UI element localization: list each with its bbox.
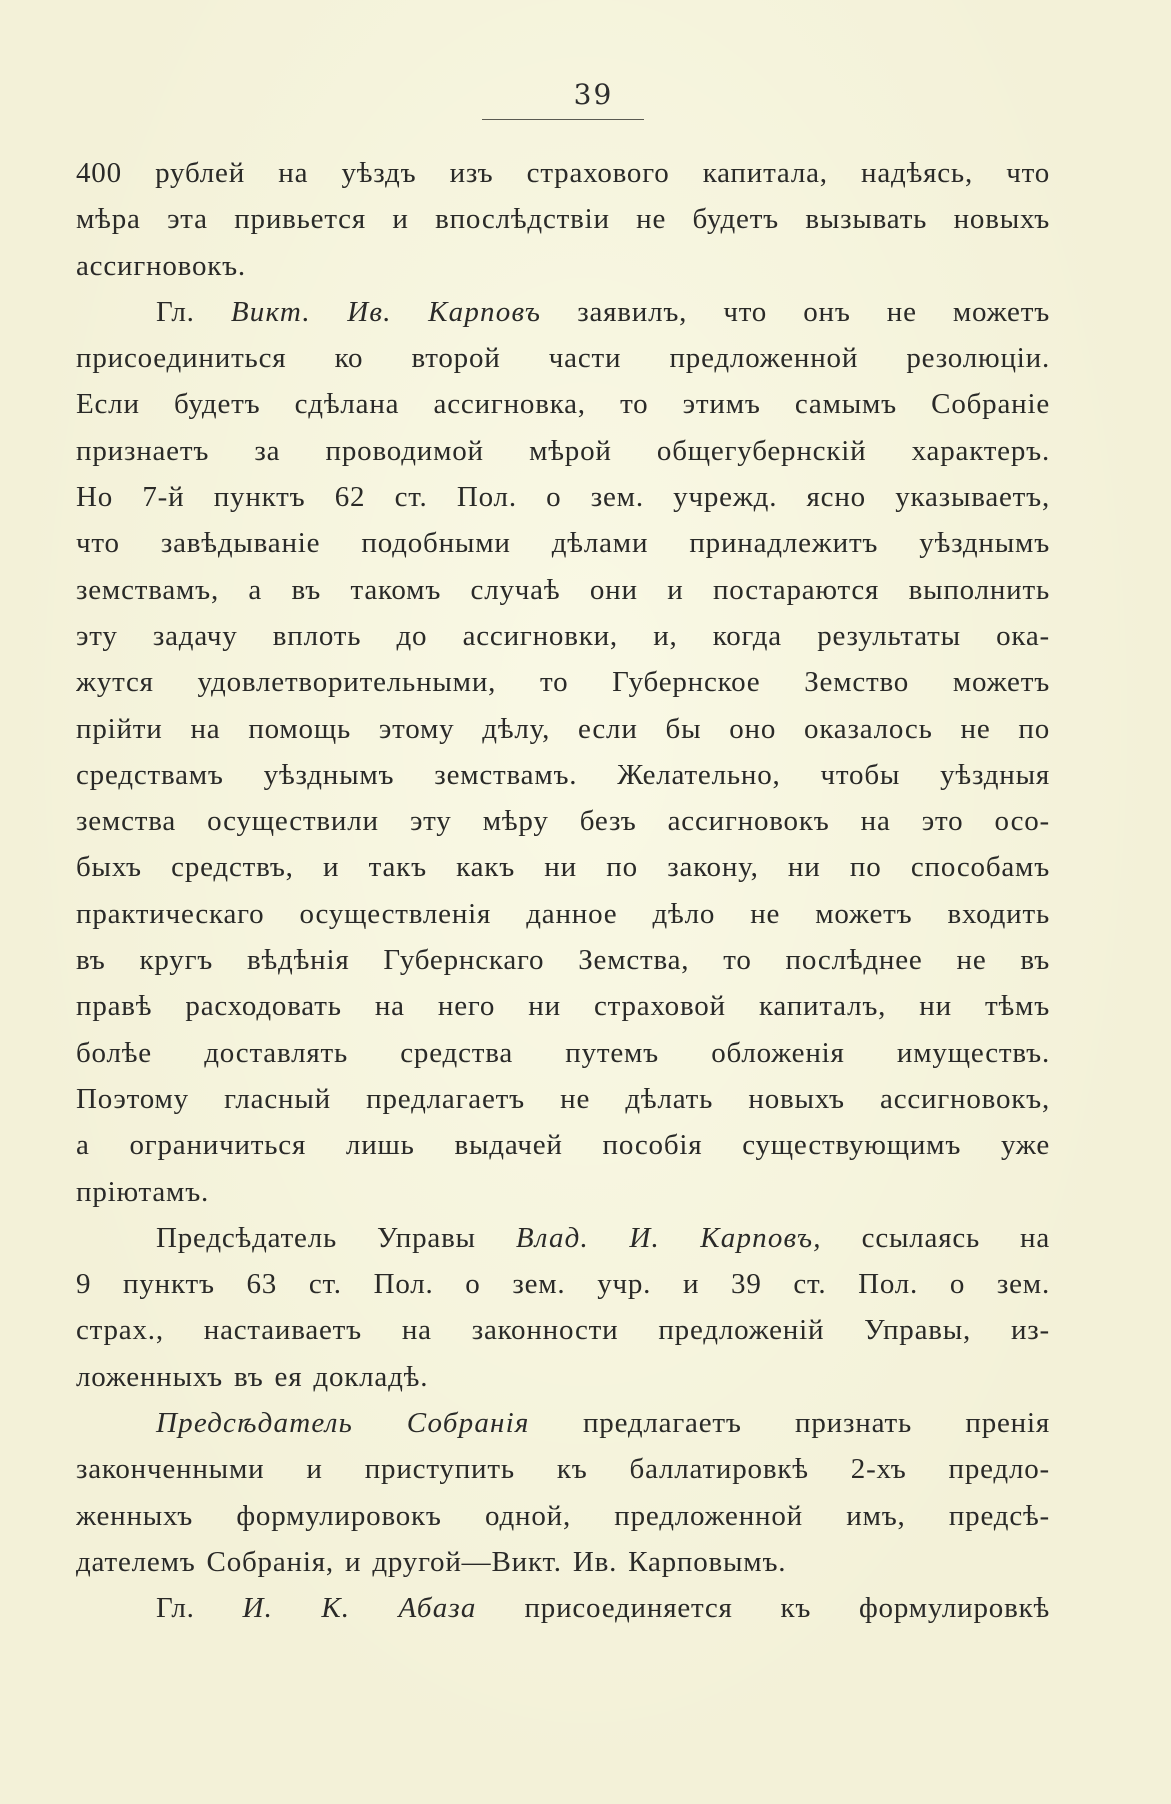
text-line: [76, 567, 1050, 613]
text-line: [76, 613, 1050, 659]
text-line: [76, 983, 1050, 1029]
line-text: страх., настаиваетъ на законности предложеній Управы, из-: [76, 1314, 1050, 1347]
text-line: [76, 1122, 1050, 1168]
text-line: [76, 706, 1050, 752]
text-line: [76, 428, 1050, 474]
text-line: [76, 1354, 1050, 1400]
italic-name: Предсѣдатель Собранія: [156, 1407, 530, 1440]
line-text: 400 рублей на уѣздъ изъ страхового капитала, надѣясь, что: [76, 157, 1050, 189]
line-text: болѣе доставлять средства путемъ обложенія имуществъ.: [76, 1036, 1050, 1069]
line-text: мѣра эта привьется и впослѣдствіи не будетъ вызывать новыхъ: [76, 203, 1050, 236]
line-text: признаетъ за проводимой мѣрой общегубернскій характеръ.: [76, 434, 1050, 467]
line-text: присоединяется къ формулировкѣ: [476, 1592, 1050, 1625]
line-text: пріютамъ.: [76, 1175, 210, 1208]
line-text: а ограничиться лишь выдачей пособія существующимъ уже: [76, 1129, 1050, 1162]
line-text: женныхъ формулировокъ одной, предложенной имъ, предсѣ-: [76, 1499, 1050, 1532]
text-line: [76, 1446, 1050, 1492]
line-text: что завѣдываніе подобными дѣлами принадлежитъ уѣзднымъ: [76, 527, 1050, 560]
line-text: заявилъ, что онъ не можетъ: [541, 295, 1050, 328]
line-text: прійти на помощь этому дѣлу, если бы оно оказалось не по: [76, 712, 1050, 745]
line-text: Если будетъ сдѣлана ассигновка, то этимъ самымъ Собраніе: [76, 388, 1050, 421]
line-text: предлагаетъ признать пренія: [529, 1407, 1050, 1440]
line-text: жутся удовлетворительными, то Губернское Земство можетъ: [76, 666, 1050, 699]
line-text: правѣ расходовать на него ни страховой капиталъ, ни тѣмъ: [76, 990, 1050, 1023]
line-text: земства осуществили эту мѣру безъ ассигновокъ на это осо-: [76, 805, 1050, 838]
text-line: [76, 520, 1050, 566]
line-text: средствамъ уѣзднымъ земствамъ. Желательно, чтобы уѣздныя: [76, 758, 1050, 791]
text-line: [76, 196, 1050, 242]
text-line: [76, 1493, 1050, 1539]
text-line: [76, 1400, 1050, 1446]
page-number-rule: [482, 119, 644, 120]
text-line: [76, 1030, 1050, 1076]
text-line: [76, 1076, 1050, 1122]
paragraph: [76, 150, 1050, 289]
text-line: [76, 1307, 1050, 1353]
line-text: законченными и приступить къ баллатировкѣ 2-хъ предло-: [76, 1453, 1050, 1486]
line-text: быхъ средствъ, и такъ какъ ни по закону, ни по способамъ: [76, 851, 1050, 884]
text-line: [76, 1539, 1050, 1585]
paragraph: [76, 1215, 1050, 1400]
text-line: [76, 243, 1050, 289]
page-number: 39: [573, 78, 614, 111]
line-text: ложенныхъ въ ея докладѣ.: [76, 1360, 429, 1393]
italic-name: И. К. Абаза: [242, 1592, 477, 1625]
text-line: [76, 937, 1050, 983]
paragraph: [76, 289, 1050, 1215]
line-text: земствамъ, а въ такомъ случаѣ они и постараются выполнить: [76, 573, 1050, 606]
page-text: [76, 150, 1050, 1632]
paragraph: [76, 1400, 1050, 1585]
text-line: [76, 891, 1050, 937]
text-line: [76, 659, 1050, 705]
line-text: Поэтому гласный предлагаетъ не дѣлать новыхъ ассигновокъ,: [76, 1082, 1050, 1115]
text-line: [76, 474, 1050, 520]
text-line: [76, 1215, 1050, 1261]
line-text: Гл.: [156, 295, 231, 328]
line-text: 9 пунктъ 63 ст. Пол. о зем. учр. и 39 ст. Пол. о зем.: [76, 1268, 1050, 1301]
line-text: Гл.: [156, 1592, 243, 1625]
line-text: практическаго осуществленія данное дѣло не можетъ входить: [76, 897, 1050, 930]
text-line: [76, 289, 1050, 335]
italic-name: Влад. И. Карповъ,: [515, 1221, 822, 1254]
text-line: [76, 335, 1050, 381]
text-line: [76, 1169, 1050, 1215]
text-line: [76, 1261, 1050, 1307]
line-text: Предсѣдатель Управы: [156, 1221, 516, 1254]
line-text: ссылаясь на: [821, 1221, 1050, 1254]
line-text: эту задачу вплоть до ассигновки, и, когда результаты ока-: [76, 619, 1050, 652]
paragraph: [76, 1585, 1050, 1631]
line-text: дателемъ Собранія, и другой—Викт. Ив. Карповымъ.: [76, 1545, 787, 1578]
text-line: [76, 798, 1050, 844]
line-text: присоединиться ко второй части предложенной резолюціи.: [76, 342, 1050, 375]
italic-name: Викт. Ив. Карповъ: [230, 295, 542, 328]
text-line: [76, 752, 1050, 798]
text-line: [76, 844, 1050, 890]
text-line: [76, 381, 1050, 427]
line-text: ассигновокъ.: [76, 249, 246, 282]
line-text: Но 7-й пунктъ 62 ст. Пол. о зем. учрежд. ясно указываетъ,: [76, 481, 1050, 514]
text-line: [76, 1585, 1050, 1631]
line-text: въ кругъ вѣдѣнія Губернскаго Земства, то послѣднее не въ: [76, 944, 1050, 977]
text-line: [76, 150, 1050, 196]
